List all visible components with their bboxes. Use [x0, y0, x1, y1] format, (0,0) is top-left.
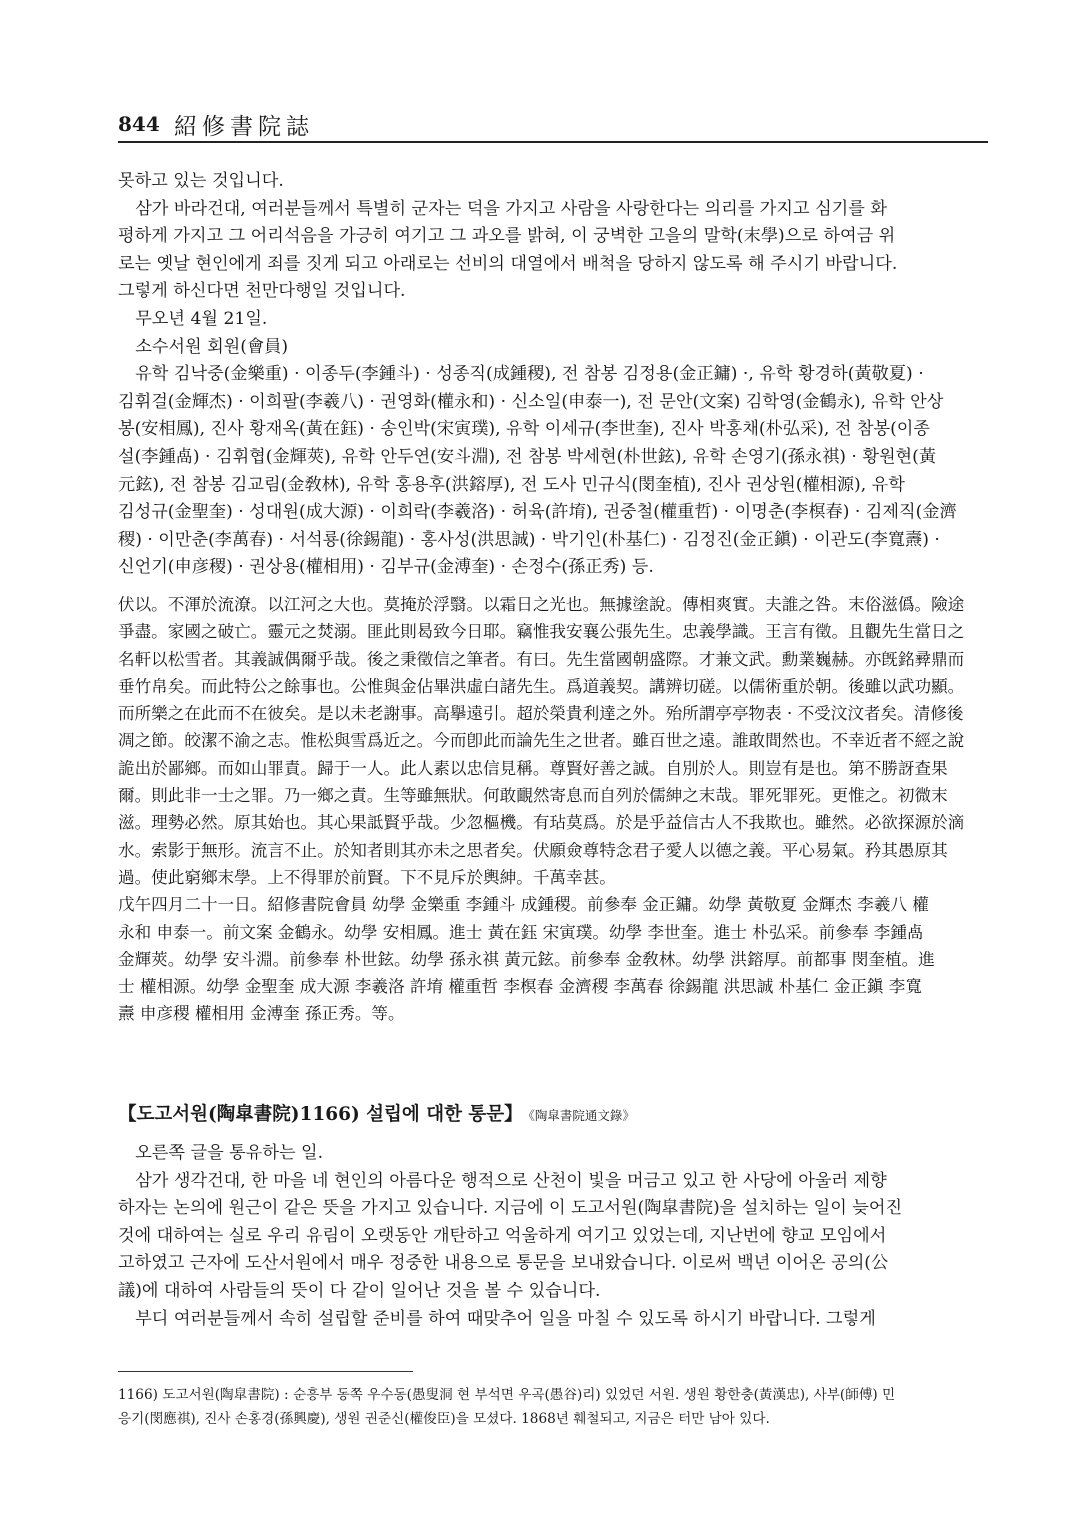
- section-heading: [118, 1100, 988, 1126]
- korean-text-block-1: [118, 168, 988, 582]
- page-header: [118, 108, 988, 144]
- text-line: 士 權相源。幼學 金聖奎 成大源 李羲洛 許堉 權重哲 李榠春 金濟稷 李萬春 徐錫龍 洪思誠 朴基仁 金正鎭 李寬: [118, 977, 922, 997]
- text-line: 伏以。不渾於流潦。以江河之大也。莫掩於浮翳。以霜日之光也。無據塗說。傳相爽實。夫誰之咎。末俗滋僞。險途: [118, 595, 965, 614]
- text-line: 오른쪽 글을 통유하는 일.: [135, 1143, 324, 1163]
- text-line: 燾 申彦稷 權相用 金溥奎 孫正秀。等。: [118, 1004, 405, 1024]
- footnote-line: 1166) 도고서원(陶皐書院) : 순흥부 동쪽 우수동(愚叟洞 현 부석면 우곡(愚谷)리) 있었던 서원. 생원 황한충(黃漢忠), 사부(師傅) 민: [118, 1387, 896, 1403]
- text-line: 戊午四月二十一日。紹修書院會員 幼學 金樂重 李鍾斗 成鍾稷。前參奉 金正鏞。幼學 黃敬夏 金輝杰 李羲八 權: [118, 895, 929, 915]
- text-line: 것에 대하여는 실로 우리 유림이 오랫동안 개탄하고 억울하게 여기고 있었는데, 지난번에 향교 모임에서: [118, 1225, 887, 1246]
- classical-chinese-original-text: [118, 591, 988, 1028]
- text-line: 하자는 논의에 원근이 같은 뜻을 가지고 있습니다. 지금에 이 도고서원(陶皐書院)을 설치하는 일이 늦어진: [118, 1198, 903, 1219]
- text-line: 고하였고 근자에 도산서원에서 매우 정중한 내용으로 통문을 보내왔습니다. 이로써 백년 이어온 공의(公: [118, 1253, 889, 1274]
- book-title: 紹修書院誌: [174, 114, 314, 140]
- text-line: 소수서원 회원(會員): [135, 336, 289, 357]
- text-line: 유학 김낙중(金樂重) · 이종두(李鍾斗) · 성종직(成鍾稷), 전 참봉 김정용(金正鏞) ·, 유학 황경하(黃敬夏) ·: [135, 364, 924, 385]
- text-line: 무오년 4월 21일.: [135, 308, 268, 329]
- text-line: 垂竹帛矣。而此特公之餘事也。公惟與金佔畢洪虛白諸先生。爲道義契。講辨切磋。以儒術重於朝。後雖以武功顯。: [118, 676, 965, 696]
- text-line: 而所樂之在此而不在彼矣。是以未老謝事。高擧遠引。超於榮貴利達之外。殆所謂亭亭物表 · 不受汶汶者矣。清修後: [118, 704, 964, 724]
- header-rule: [118, 141, 988, 143]
- text-line: 삼가 바라건대, 여러분들께서 특별히 군자는 덕을 가지고 사람을 사랑한다는 의리를 가지고 심기를 화: [135, 198, 887, 219]
- footnote: [118, 1383, 988, 1431]
- text-line: 詭出於鄙鄉。而如山罪責。歸于一人。此人素以忠信見稱。尊賢好善之誠。自別於人。則豈有是也。第不勝訝查果: [118, 758, 948, 778]
- text-line: 봉(安相鳳), 진사 황재옥(黃在鈺) · 송인박(宋寅璞), 유학 이세규(李世奎), 진사 박홍채(朴弘采), 전 참봉(이종: [118, 419, 931, 440]
- text-line: 못하고 있는 것입니다.: [118, 171, 284, 191]
- text-line: 爭盡。家國之破亡。靈元之焚溺。匪此則曷致今日耶。竊惟我安襄公張先生。忠義學識。王言有徵。且觀先生當日之: [118, 622, 965, 642]
- footnote-line: 응기(閔應祺), 진사 손홍경(孫興慶), 생원 권준신(權俊臣)을 모셨다. 1868년 훼철되고, 지금은 터만 남아 있다.: [118, 1411, 770, 1427]
- text-line: 부디 여러분들께서 속히 설립할 준비를 하여 때맞추어 일을 마칠 수 있도록 하시기 바랍니다. 그렇게: [135, 1308, 876, 1329]
- text-line: 永和 申泰一。前文案 金鶴永。幼學 安相鳳。進士 黃在鈺 宋寅璞。幼學 李世奎。進士 朴弘采。前參奉 李鍾卨: [118, 922, 924, 942]
- text-line: 김성규(金聖奎) · 성대원(成大源) · 이희락(李羲洛) · 허육(許堉), 권중철(權重哲) · 이명춘(李榠春) · 김제직(金濟: [118, 502, 957, 523]
- text-line: 元鉉), 전 참봉 김교림(金敎林), 유학 홍용후(洪鎔厚), 전 도사 민규식(閔奎植), 진사 권상원(權相源), 유학: [118, 474, 905, 495]
- text-line: 金輝莢。幼學 安斗淵。前參奉 朴世鉉。幼學 孫永祺 黃元鉉。前參奉 金敎林。幼學 洪鎔厚。前都事 閔奎植。進: [118, 949, 935, 969]
- text-line: 稷) · 이만춘(李萬春) · 서석룡(徐錫龍) · 홍사성(洪思誠) · 박기인(朴基仁) · 김정진(金正鎭) · 이관도(李寬燾) ·: [118, 529, 940, 550]
- footnote-divider: [118, 1371, 413, 1372]
- text-line: 議)에 대하여 사람들의 뜻이 다 같이 일어난 것을 볼 수 있습니다.: [118, 1280, 601, 1301]
- text-line: 신언기(申彦稷) · 권상용(權相用) · 김부규(金溥奎) · 손정수(孫正秀) 등.: [118, 557, 654, 578]
- text-line: 그렇게 하신다면 천만다행일 것입니다.: [118, 281, 406, 302]
- text-line: 설(李鍾卨) · 김휘협(金輝莢), 유학 안두연(安斗淵), 전 참봉 박세현(朴世鉉), 유학 손영기(孫永祺) · 황원현(黃: [118, 446, 937, 467]
- section-title: 【도고서원(陶皐書院)1166) 설립에 대한 통문】: [118, 1104, 523, 1125]
- text-line: 過。使此窮鄉末學。上不得罪於前賢。下不見斥於輿紳。千萬幸甚。: [118, 867, 616, 887]
- text-line: 水。索影于無形。流言不止。於知者則其亦未之思者矣。伏願僉尊特念君子愛人以德之義。平心易氣。矜其愚原其: [118, 840, 948, 860]
- text-line: 김휘걸(金輝杰) · 이희팔(李羲八) · 권영화(權永和) · 신소일(申泰一), 전 문안(文案) 김학영(金鶴永), 유학 안상: [118, 391, 944, 412]
- text-line: 삼가 생각건대, 한 마을 네 현인의 아름다운 행적으로 산천이 빛을 머금고 있고 한 사당에 아울러 제향: [135, 1170, 887, 1191]
- page-number: 844: [118, 112, 160, 136]
- text-line: 滋。理勢必然。原其始也。其心果詆賢乎哉。少忽樞機。有玷莫爲。於是乎益信古人不我欺也。雖然。必欲探源於滴: [118, 813, 965, 833]
- text-line: 凋之節。皎潔不渝之志。惟松與雪爲近之。今而卽此而論先生之世者。雖百世之遠。誰敢間然也。不幸近者不經之說: [118, 731, 965, 751]
- text-line: 평하게 가지고 그 어리석음을 가긍히 여기고 그 과오를 밝혀, 이 궁벽한 고을의 말학(末學)으로 하여금 위: [118, 226, 896, 247]
- text-line: 로는 옛날 현인에게 죄를 짓게 되고 아래로는 선비의 대열에서 배척을 당하지 않도록 해 주시기 바랍니다.: [118, 253, 898, 274]
- korean-text-block-2: [118, 1140, 988, 1333]
- section-source: 《陶皐書院通文錄》: [528, 1108, 635, 1123]
- text-line: 名軒以松雪者。其義誠偶爾乎哉。後之秉徵信之筆者。有曰。先生當國朝盛際。才兼文武。勳業巍赫。亦旣銘彛鼎而: [118, 649, 965, 669]
- text-line: 爾。則此非一士之罪。乃一鄉之責。生等雖無狀。何敢靦然寄息而自列於儒紳之末哉。罪死罪死。更惟之。初微末: [118, 786, 948, 806]
